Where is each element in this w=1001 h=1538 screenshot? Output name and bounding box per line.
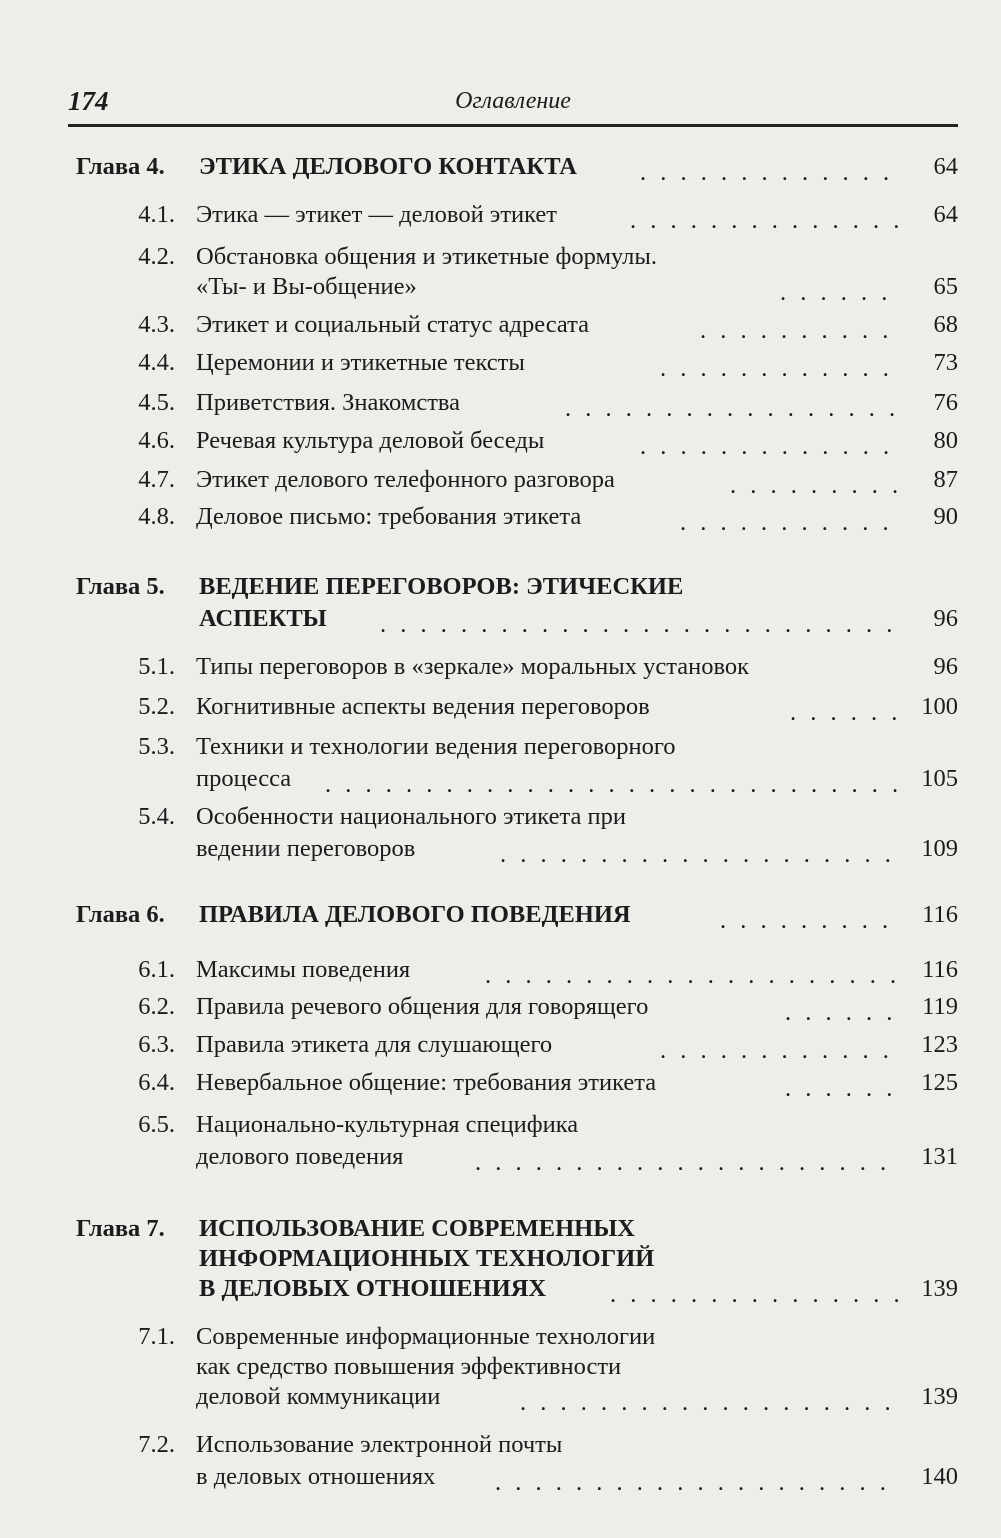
chapter-page-number: 116 xyxy=(922,901,958,928)
section-title-line: Этикет и социальный статус адресата xyxy=(196,311,589,338)
section-page-number: 105 xyxy=(921,765,958,792)
chapter-title-line: ПРАВИЛА ДЕЛОВОГО ПОВЕДЕНИЯ xyxy=(199,901,631,928)
section-number: 6.2. xyxy=(138,993,175,1020)
section-entry[interactable] xyxy=(120,1320,958,1420)
leader-dots xyxy=(720,904,898,928)
section-number: 5.3. xyxy=(138,733,175,760)
leader-dots xyxy=(485,959,898,983)
chapter-label: Глава 4. xyxy=(76,153,165,180)
section-entry[interactable] xyxy=(120,990,958,1030)
leader-dots xyxy=(380,608,898,632)
section-title-line: «Ты- и Вы-общение» xyxy=(196,273,417,300)
section-title-line: процесса xyxy=(196,765,292,792)
leader-dots xyxy=(660,1034,898,1058)
section-entry[interactable] xyxy=(120,463,958,503)
section-number: 6.5. xyxy=(138,1111,175,1138)
section-entry[interactable] xyxy=(120,1108,958,1180)
section-page-number: 131 xyxy=(921,1143,958,1170)
section-title-line: Техники и технологии ведения переговорного xyxy=(196,733,676,760)
page-number: 174 xyxy=(68,86,109,116)
section-number: 4.2. xyxy=(138,243,175,270)
section-page-number: 123 xyxy=(921,1031,958,1058)
chapter-page-number: 139 xyxy=(921,1275,958,1302)
section-number: 6.4. xyxy=(138,1069,175,1096)
section-title-line: Правила речевого общения для говорящего xyxy=(196,993,649,1020)
section-entry[interactable] xyxy=(120,240,958,310)
section-page-number: 139 xyxy=(921,1383,958,1410)
chapter-title-line: В ДЕЛОВЫХ ОТНОШЕНИЯХ xyxy=(199,1275,547,1302)
section-entry[interactable] xyxy=(120,800,958,872)
leader-dots xyxy=(680,506,898,530)
section-page-number: 119 xyxy=(922,993,958,1020)
section-page-number: 87 xyxy=(933,466,958,493)
section-page-number: 90 xyxy=(933,503,958,530)
section-title-line: Речевая культура деловой беседы xyxy=(196,427,545,454)
section-number: 6.3. xyxy=(138,1031,175,1058)
section-title-line: Церемонии и этикетные тексты xyxy=(196,349,525,376)
section-title-line: как средство повышения эффективности xyxy=(196,1353,622,1380)
section-page-number: 64 xyxy=(933,201,958,228)
leader-dots xyxy=(660,352,898,376)
section-page-number: 100 xyxy=(921,693,958,720)
chapter-entry[interactable] xyxy=(76,570,958,644)
section-title-line: Приветствия. Знакомства xyxy=(196,389,461,416)
section-entry[interactable] xyxy=(120,346,958,386)
section-title-line: ведении переговоров xyxy=(196,835,416,862)
leader-dots xyxy=(785,996,898,1020)
leader-dots xyxy=(495,1466,898,1490)
chapter-label: Глава 5. xyxy=(76,573,165,600)
section-number: 5.2. xyxy=(138,693,175,720)
section-entry[interactable] xyxy=(120,650,958,690)
section-entry[interactable] xyxy=(120,386,958,426)
section-number: 4.1. xyxy=(138,201,175,228)
section-title-line: деловой коммуникации xyxy=(196,1383,441,1410)
chapter-entry[interactable] xyxy=(76,898,958,940)
section-title-line: Национально-культурная специфика xyxy=(196,1111,579,1138)
section-entry[interactable] xyxy=(120,1066,958,1106)
leader-dots xyxy=(630,204,898,228)
chapter-label: Глава 7. xyxy=(76,1215,165,1242)
header-rule xyxy=(68,124,958,127)
section-number: 6.1. xyxy=(138,956,175,983)
section-title-line: в деловых отношениях xyxy=(196,1463,436,1490)
leader-dots xyxy=(610,1278,898,1302)
section-entry[interactable] xyxy=(120,1028,958,1068)
section-title-line: Современные информационные технологии xyxy=(196,1323,656,1350)
leader-dots xyxy=(640,156,898,180)
section-page-number: 96 xyxy=(933,653,958,680)
section-page-number: 125 xyxy=(921,1069,958,1096)
section-title-line: Обстановка общения и этикетные формулы. xyxy=(196,243,657,270)
section-number: 7.2. xyxy=(138,1431,175,1458)
section-entry[interactable] xyxy=(120,198,958,238)
section-number: 4.7. xyxy=(138,466,175,493)
leader-dots xyxy=(475,1146,898,1170)
chapter-label: Глава 6. xyxy=(76,901,165,928)
section-page-number: 73 xyxy=(933,349,958,376)
section-title-line: делового поведения xyxy=(196,1143,404,1170)
leader-dots xyxy=(780,276,898,300)
section-number: 4.5. xyxy=(138,389,175,416)
chapter-page-number: 64 xyxy=(933,153,958,180)
section-title-line: Этикет делового телефонного разговора xyxy=(196,466,615,493)
leader-dots xyxy=(565,392,898,416)
section-entry[interactable] xyxy=(120,690,958,730)
section-entry[interactable] xyxy=(120,1428,958,1500)
section-number: 4.3. xyxy=(138,311,175,338)
section-number: 7.1. xyxy=(138,1323,175,1350)
section-title-line: Правила этикета для слушающего xyxy=(196,1031,553,1058)
section-page-number: 68 xyxy=(933,311,958,338)
running-title: Оглавление xyxy=(455,88,571,114)
section-title-line: Деловое письмо: требования этикета xyxy=(196,503,582,530)
section-title-line: Типы переговоров в «зеркале» моральных установок xyxy=(196,653,750,680)
chapter-title-line: АСПЕКТЫ xyxy=(199,605,327,632)
section-title-line: Максимы поведения xyxy=(196,956,411,983)
section-number: 5.4. xyxy=(138,803,175,830)
section-page-number: 80 xyxy=(933,427,958,454)
chapter-entry[interactable] xyxy=(76,1212,958,1318)
leader-dots xyxy=(325,768,898,792)
section-page-number: 140 xyxy=(921,1463,958,1490)
section-page-number: 109 xyxy=(921,835,958,862)
chapter-title-line: ИСПОЛЬЗОВАНИЕ СОВРЕМЕННЫХ xyxy=(199,1215,635,1242)
section-title-line: Этика — этикет — деловой этикет xyxy=(196,201,558,228)
chapter-title-line: ВЕДЕНИЕ ПЕРЕГОВОРОВ: ЭТИЧЕСКИЕ xyxy=(199,573,684,600)
section-number: 4.8. xyxy=(138,503,175,530)
section-title-line: Использование электронной почты xyxy=(196,1431,563,1458)
chapter-entry[interactable] xyxy=(76,150,958,192)
leader-dots xyxy=(520,1386,898,1410)
section-page-number: 65 xyxy=(933,273,958,300)
section-title-line: Невербальное общение: требования этикета xyxy=(196,1069,657,1096)
leader-dots xyxy=(790,696,898,720)
section-entry[interactable] xyxy=(120,424,958,464)
section-entry[interactable] xyxy=(120,308,958,348)
leader-dots xyxy=(730,469,898,493)
section-entry[interactable] xyxy=(120,500,958,540)
section-page-number: 116 xyxy=(922,956,958,983)
leader-dots xyxy=(640,430,898,454)
chapter-title-line: ЭТИКА ДЕЛОВОГО КОНТАКТА xyxy=(199,153,578,180)
leader-dots xyxy=(785,1072,898,1096)
leader-dots xyxy=(700,314,898,338)
chapter-page-number: 96 xyxy=(933,605,958,632)
section-number: 4.6. xyxy=(138,427,175,454)
section-entry[interactable] xyxy=(120,730,958,802)
section-title-line: Когнитивные аспекты ведения переговоров xyxy=(196,693,650,720)
section-title-line: Особенности национального этикета при xyxy=(196,803,626,830)
section-entry[interactable] xyxy=(120,953,958,993)
section-number: 5.1. xyxy=(138,653,175,680)
page-header xyxy=(68,86,958,126)
section-page-number: 76 xyxy=(933,389,958,416)
section-number: 4.4. xyxy=(138,349,175,376)
chapter-title-line: ИНФОРМАЦИОННЫХ ТЕХНОЛОГИЙ xyxy=(199,1245,655,1272)
leader-dots xyxy=(500,838,898,862)
